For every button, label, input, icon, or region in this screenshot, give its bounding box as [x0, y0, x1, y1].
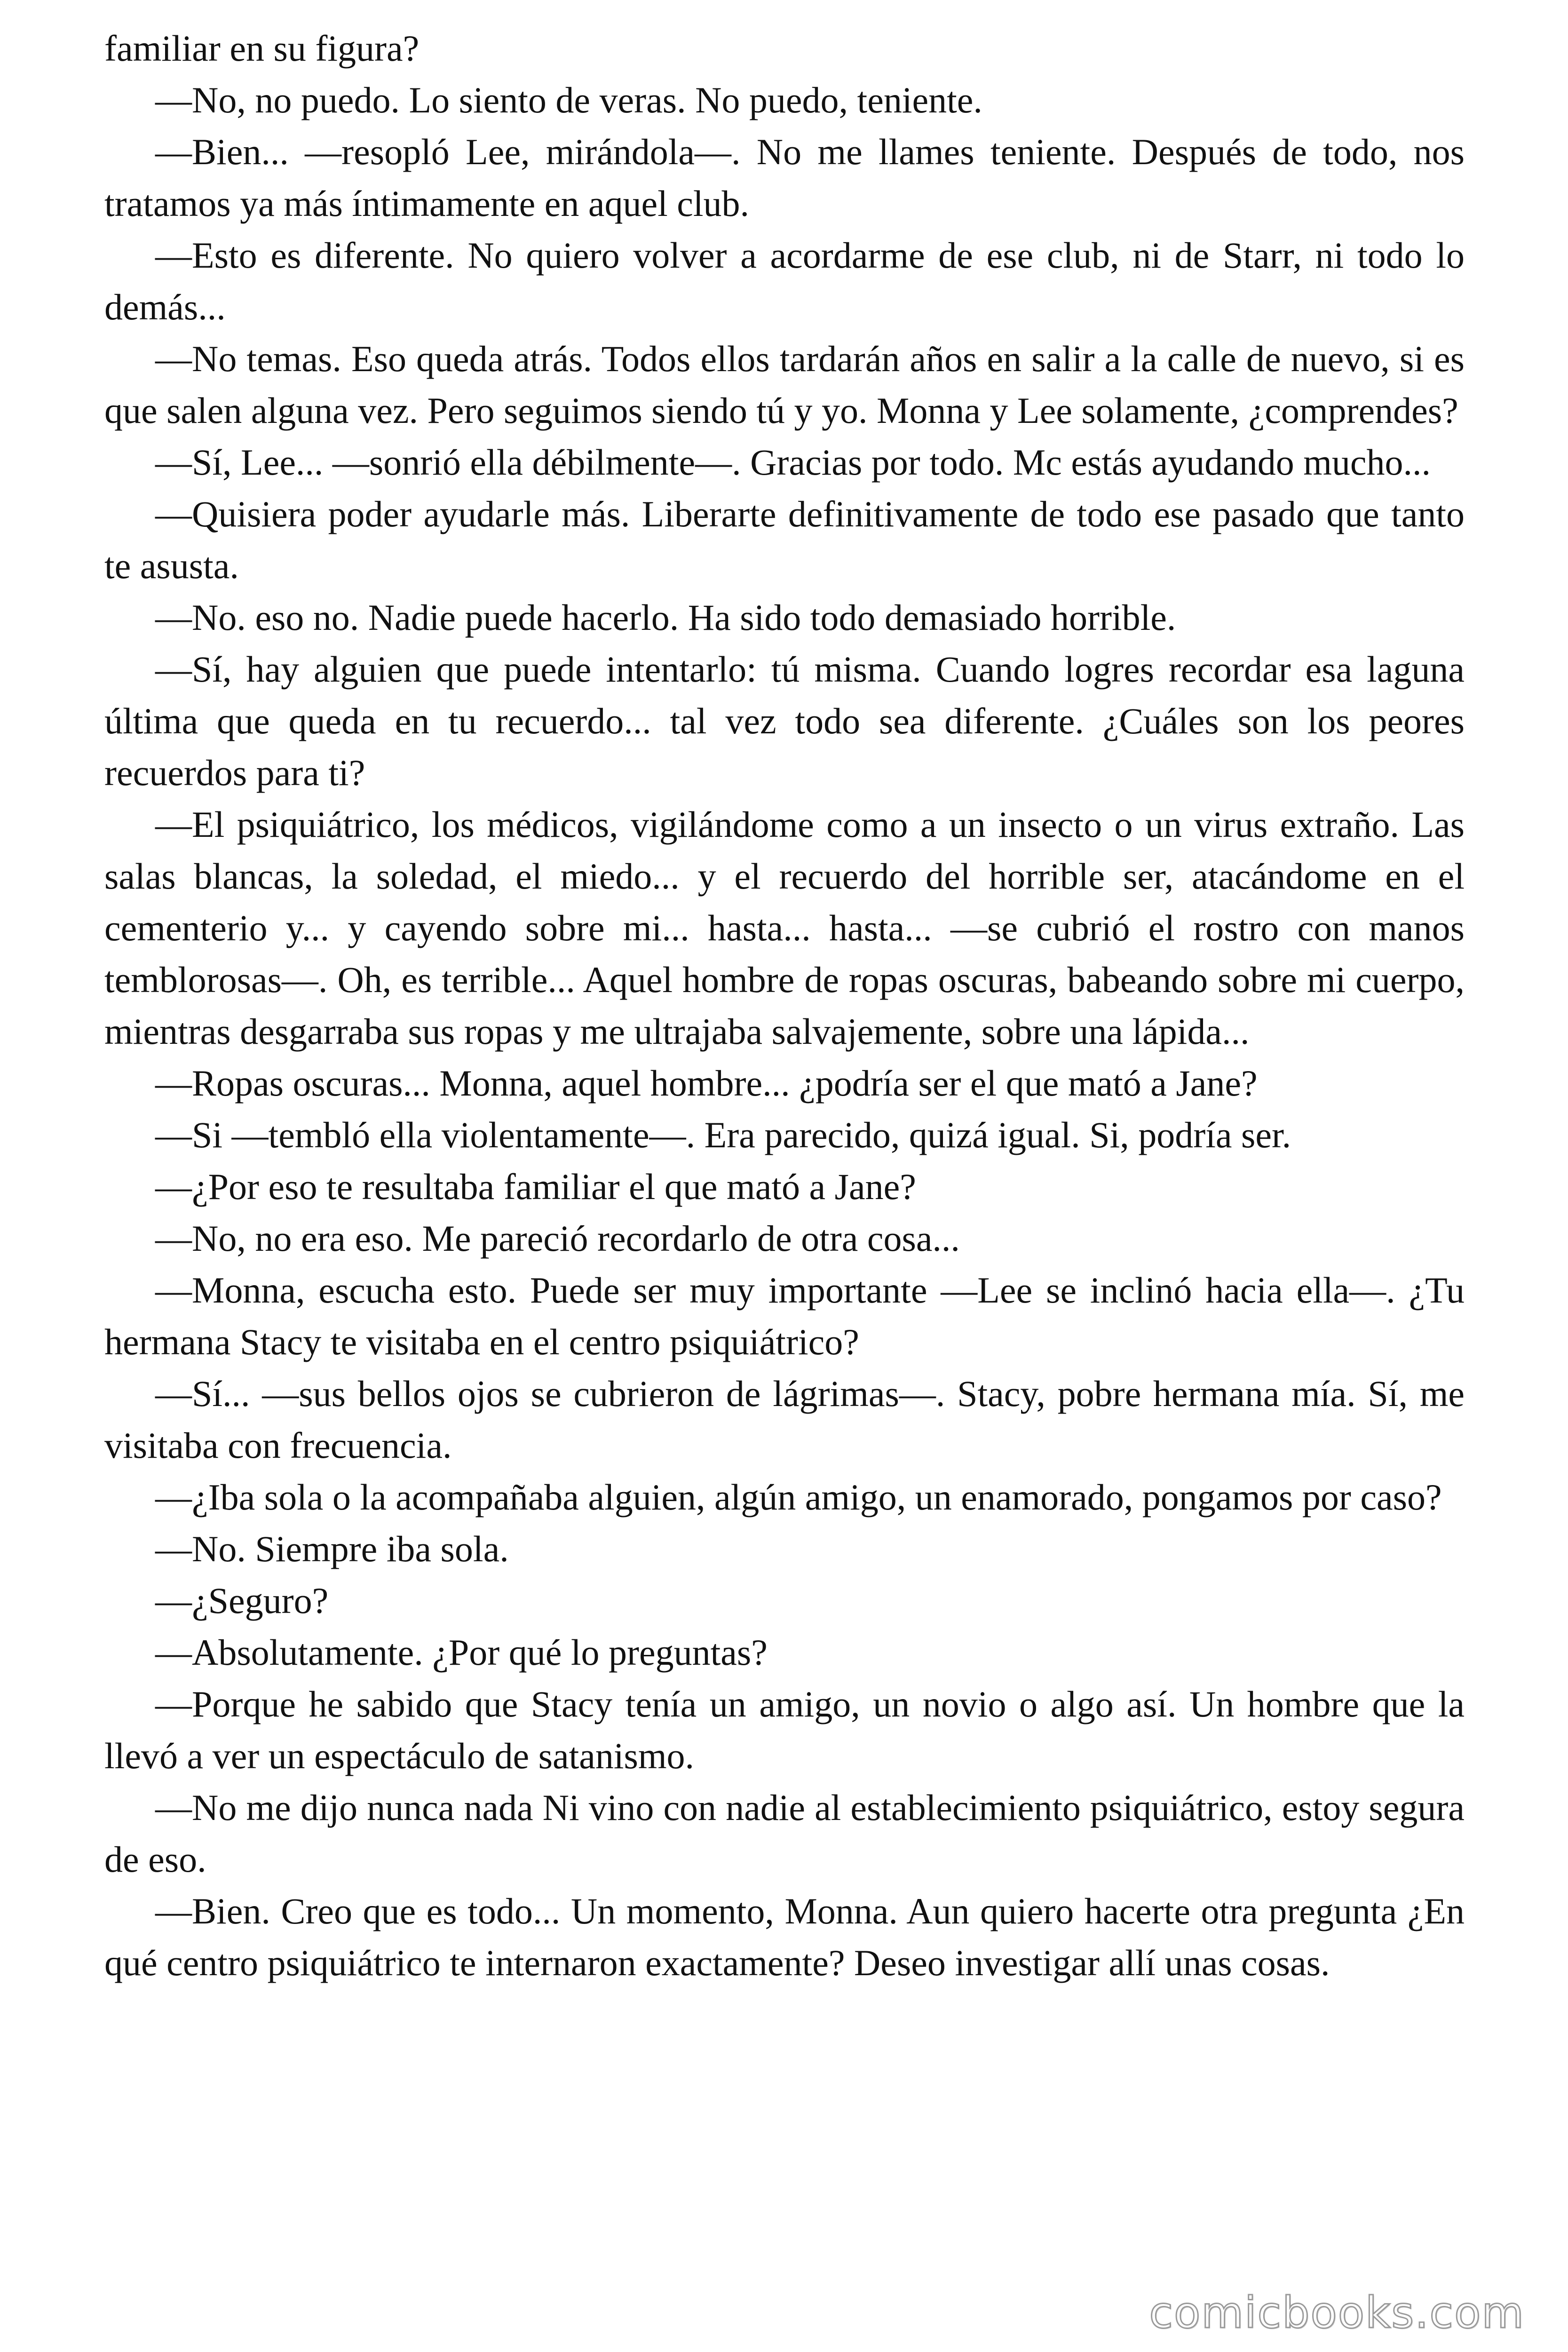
paragraph: —Sí, Lee... —sonrió ella débilmente—. Gracias por todo. Mc estás ayudando mucho... — [155, 442, 1431, 483]
paragraph: —Absolutamente. ¿Por qué lo preguntas? — [155, 1632, 768, 1673]
paragraph: —No. Siempre iba sola. — [155, 1528, 509, 1569]
watermark-logo: comicbooks.com — [1149, 2288, 1525, 2338]
paragraph: —Monna, escucha esto. Puede ser muy importante —Lee se inclinó hacia ella—. ¿Tu hermana Stacy te visitaba en el centro psiquiátrico? — [104, 1270, 1465, 1362]
paragraph: —¿Seguro? — [155, 1580, 329, 1621]
paragraph: —Porque he sabido que Stacy tenía un amigo, un novio o algo así. Un hombre que la llevó a ver un espectáculo de satanismo. — [104, 1684, 1465, 1776]
paragraph: —Bien... —resopló Lee, mirándola—. No me llames teniente. Después de todo, nos tratamos ya más íntimamente en aquel club. — [104, 131, 1465, 224]
paragraph: —¿Por eso te resultaba familiar el que mató a Jane? — [155, 1166, 916, 1207]
paragraph: —No, no puedo. Lo siento de veras. No puedo, teniente. — [155, 79, 982, 120]
paragraph: —¿Iba sola o la acompañaba alguien, algún amigo, un enamorado, pongamos por caso? — [155, 1477, 1442, 1518]
paragraph: —El psiquiátrico, los médicos, vigilándome como a un insecto o un virus extraño. Las salas blancas, la soledad, el miedo... y el recuerdo del horrible ser, atacándome en el cementerio y... y cayendo sobre mi... hasta... hasta... —se cubrió el rostro con manos temblorosas—. Oh, es terrible... Aquel hombre de ropas oscuras, babeando sobre mi cuerpo, mientras desgarraba sus ropas y me ultrajaba salvajemente, sobre una lápida... — [104, 804, 1465, 1052]
paragraph: —No me dijo nunca nada Ni vino con nadie al establecimiento psiquiátrico, estoy segura de eso. — [104, 1787, 1465, 1880]
paragraph: —Sí... —sus bellos ojos se cubrieron de lágrimas—. Stacy, pobre hermana mía. Sí, me visitaba con frecuencia. — [104, 1373, 1465, 1466]
paragraph: —Esto es diferente. No quiero volver a acordarme de ese club, ni de Starr, ni todo lo demás... — [104, 235, 1465, 327]
paragraph: —No. eso no. Nadie puede hacerlo. Ha sido todo demasiado horrible. — [155, 597, 1176, 638]
paragraph: —Bien. Creo que es todo... Un momento, Monna. Aun quiero hacerte otra pregunta ¿En qué centro psiquiátrico te internaron exactamente? Deseo investigar allí unas cosas. — [104, 1891, 1465, 1983]
paragraph: —No, no era eso. Me pareció recordarlo de otra cosa... — [155, 1218, 960, 1259]
paragraph: —Quisiera poder ayudarle más. Liberarte definitivamente de todo ese pasado que tanto te asusta. — [104, 493, 1465, 586]
book-page-text — [104, 23, 1465, 1989]
paragraph: familiar en su figura? — [104, 28, 420, 69]
paragraph: —Si —tembló ella violentamente—. Era parecido, quizá igual. Si, podría ser. — [155, 1114, 1291, 1155]
paragraph: —Ropas oscuras... Monna, aquel hombre... ¿podría ser el que mató a Jane? — [155, 1063, 1258, 1104]
paragraph: —No temas. Eso queda atrás. Todos ellos tardarán años en salir a la calle de nuevo, si es que salen alguna vez. Pero seguimos siendo tú y yo. Monna y Lee solamente, ¿comprendes? — [104, 338, 1465, 431]
paragraph: —Sí, hay alguien que puede intentarlo: tú misma. Cuando logres recordar esa laguna última que queda en tu recuerdo... tal vez todo sea diferente. ¿Cuáles son los peores recuerdos para ti? — [104, 649, 1465, 793]
